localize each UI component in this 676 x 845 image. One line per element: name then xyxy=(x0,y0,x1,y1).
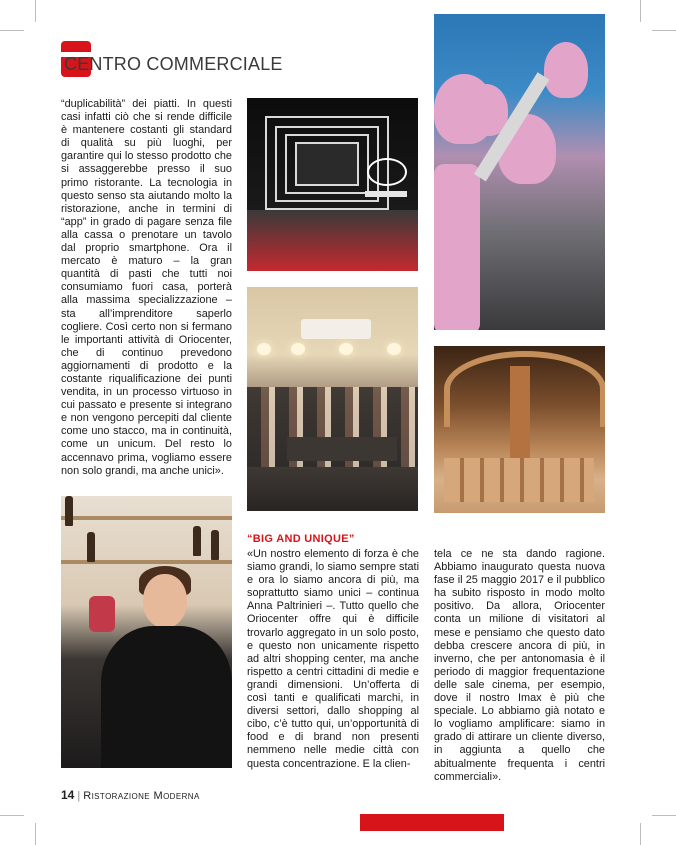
photo-bartender xyxy=(61,496,232,768)
crop-mark xyxy=(652,30,676,31)
page-footer xyxy=(61,788,200,802)
crop-mark xyxy=(0,815,24,816)
cinema-logo xyxy=(367,158,407,186)
footer-separator: | xyxy=(77,790,81,802)
crop-mark xyxy=(640,0,641,22)
photo-mall-escalator-lamps xyxy=(434,14,605,330)
footer-accent-bar xyxy=(360,814,504,831)
article-column-1 xyxy=(61,98,232,478)
photo-food-court xyxy=(434,346,605,513)
crop-mark xyxy=(0,30,24,31)
crop-mark xyxy=(640,823,641,845)
section-title: CENTRO COMMERCIALE xyxy=(64,54,283,74)
article-subheading: “BIG AND UNIQUE” xyxy=(247,533,355,545)
article-column-2 xyxy=(247,548,419,771)
imax-logo xyxy=(365,191,407,197)
article-column-3 xyxy=(434,548,605,784)
page-number: 14 xyxy=(61,788,75,802)
photo-restaurant-beaudevin xyxy=(247,287,418,511)
crop-mark xyxy=(35,823,36,845)
crop-mark xyxy=(652,815,676,816)
article-paragraph: “duplicabilità” dei piatti. In questi casi infatti ciò che si rende difficile è mantenere costanti gli standard di qualità su più luoghi, per garantire qui lo stesso prodotto che si assaggerebbe presso il suo primo ristorante. La tecnologia in questo senso sta aiutando molto la ristorazione, anche in termini di “app” in grado di pagare senza file alla cassa o prenotare un tavolo dal proprio smartphone. Ora il mercato è maturo – la gran quantità di pasti che tutti noi consumiamo fuori casa, porterà alla massima specializzazione – sta all’imprenditore saperlo cogliere. Così certo non si fermano le importanti attività di Oriocenter, che di continuo prevedono aggiornamenti di prodotto e la costante riqualificazione dei punti vendita, in un processo virtuoso in cui passato e presente si integrano e non vengono percepiti dal cliente come uno stacco, ma in continuità, come un unicum. Del resto lo accennavo prima, vogliamo essere non solo grandi, ma anche unici». xyxy=(61,98,232,477)
article-paragraph: «Un nostro elemento di forza è che siamo grandi, lo siamo sempre stati e ora lo siamo ancora di più, ma soprattutto siamo unici – continua Anna Paltrinieri –. Tutto quello che Oriocenter offre qui è difficile trovarlo aggregato in un solo posto, e questo non unicamente rispetto ad altri shopping center, ma anche rispetto a centri cittadini di medie e grandi dimensioni. Un’offerta di così tanti e qualificati marchi, in diversi settori, dallo shopping al cibo, c’è tutto qui, un’opportunità di food e di brand non presenti nemmeno nelle medie città con questa concentrazione. E la clien- xyxy=(247,548,419,770)
photo-cinema-entrance xyxy=(247,98,418,271)
magazine-name: Ristorazione Moderna xyxy=(83,790,200,802)
article-paragraph: tela ce ne sta dando ragione. Abbiamo inaugurato questa nuova fase il 25 maggio 2017 e il pubblico ha subito risposto in modo molto positivo. Da allora, Oriocenter conta un milione di visitatori al mese e pensiamo che questo dato debba crescere ancora di più, in inverno, che per antonomasia è il periodo di maggior frequentazione delle sale cinema, per esempio, dove il nostro Imax è più che speciale. Lo abbiamo già notato e lo vogliamo amplificare: siamo in grado di attirare un cliente diverso, in aggiunta a quello che abitualmente frequenta i centri commerciali». xyxy=(434,548,605,783)
restaurant-sign xyxy=(301,319,371,339)
crop-mark xyxy=(35,0,36,22)
